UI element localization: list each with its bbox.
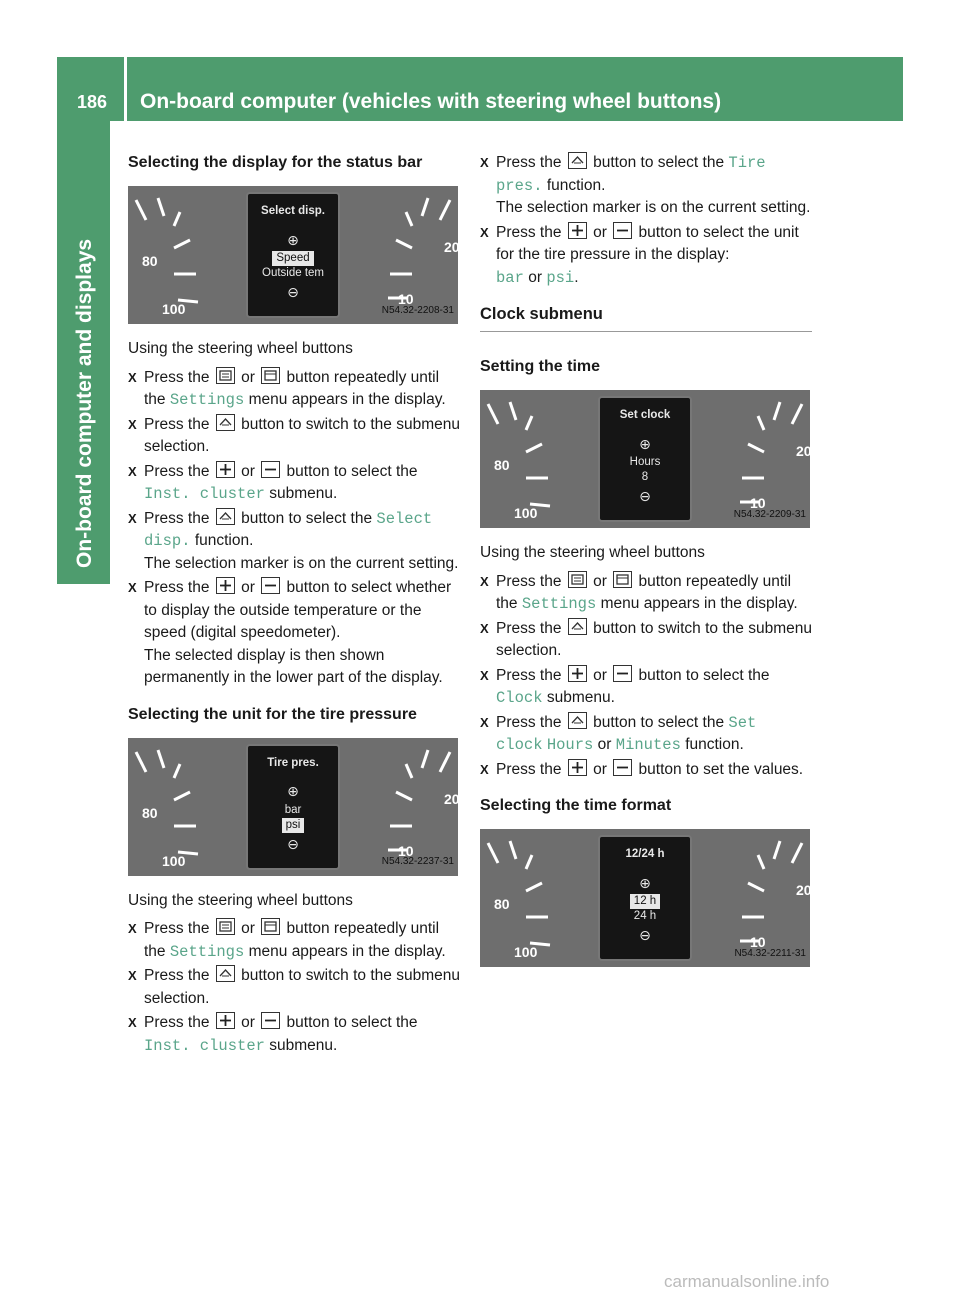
plus-icon xyxy=(568,665,587,682)
plus-icon xyxy=(216,461,235,478)
subsection-heading: Clock submenu xyxy=(480,305,603,323)
instruction-step: X Press the button to switch to the submenu selection. xyxy=(128,415,460,455)
panel-title: Select disp. xyxy=(261,205,325,217)
instruction-step: X Press the or button to select whether to display the outside temperature or the speed (digital speedometer). The selected display is then shown permanently in the lower part of the display. xyxy=(128,579,452,686)
panel-option: 8 xyxy=(641,471,649,483)
ok-icon xyxy=(568,618,587,635)
instruction-step: X Press the or button to select the unit for the tire pressure in the display: bar or psi. xyxy=(480,223,799,287)
gauge-label: 20 xyxy=(444,239,460,255)
section-heading: Selecting the unit for the tire pressure xyxy=(128,705,417,723)
plus-icon xyxy=(568,222,587,239)
display-panel xyxy=(246,744,340,870)
plus-icon: ⊕ xyxy=(639,874,651,891)
minus-icon xyxy=(613,665,632,682)
gauge-label: 80 xyxy=(494,896,510,912)
gauge-label: 20 xyxy=(796,443,812,459)
ok-icon xyxy=(216,508,235,525)
arrow-bullet-icon: X xyxy=(480,224,489,240)
panel-title: 12/24 h xyxy=(625,848,665,860)
plus-icon xyxy=(216,577,235,594)
instruction-step: X Press the or button repeatedly until the Settings menu appears in the display. xyxy=(480,572,798,613)
panel-option: bar xyxy=(284,803,302,816)
section-heading: Setting the time xyxy=(480,358,601,375)
instruction-step: X Press the or button to set the values. xyxy=(480,759,812,782)
instruction-step: X Press the button to select the Tire pres. function. The selection marker is on the current setting. xyxy=(480,154,811,216)
instruction-step: X Press the or button to select the Inst. cluster submenu. xyxy=(128,1014,418,1055)
section-heading: Selecting the time format xyxy=(480,797,672,814)
arrow-bullet-icon: X xyxy=(128,463,137,479)
menu-right-icon xyxy=(261,367,280,384)
intro-text: Using the steering wheel buttons xyxy=(480,544,705,561)
minus-icon: ⊖ xyxy=(639,488,651,504)
arrow-bullet-icon: X xyxy=(480,573,489,589)
arrow-bullet-icon: X xyxy=(128,921,137,936)
plus-icon: ⊕ xyxy=(639,435,651,452)
panel-option: Speed xyxy=(248,251,338,266)
figure-ref: N54.32-2209-31 xyxy=(733,508,806,520)
plus-icon xyxy=(568,759,587,776)
arrow-bullet-icon: X xyxy=(128,1015,137,1030)
instruction-step: X Press the button to select the Set clock Hours or Minutes function. xyxy=(480,713,757,754)
instruction-step: X Press the or button repeatedly until the Settings menu appears in the display. xyxy=(128,920,446,961)
ok-icon xyxy=(216,965,235,982)
arrow-bullet-icon: X xyxy=(128,369,137,385)
dashboard-figure xyxy=(128,738,458,876)
panel-option: 24 h xyxy=(633,910,657,922)
display-panel xyxy=(246,192,340,318)
instruction-step: X Press the button to switch to the submenu selection. xyxy=(480,619,812,659)
panel-option: 12 h xyxy=(600,894,690,909)
gauge-label: 100 xyxy=(162,301,186,317)
display-panel xyxy=(598,835,692,961)
gauge-label: 80 xyxy=(142,253,158,269)
gauge-label: 100 xyxy=(514,944,538,960)
dashboard-figure xyxy=(480,390,810,528)
arrow-bullet-icon: X xyxy=(128,580,137,595)
minus-icon xyxy=(261,461,280,478)
chapter-title: On-board computer (vehicles with steering wheel buttons) xyxy=(140,90,722,113)
arrow-bullet-icon: X xyxy=(480,155,489,170)
gauge-label: 10 xyxy=(750,934,766,950)
instruction-step: X Press the button to switch to the submenu selection. xyxy=(128,967,460,1007)
intro-text: Using the steering wheel buttons xyxy=(128,891,353,909)
gauge-label: 20 xyxy=(796,882,812,898)
section-rule xyxy=(480,303,812,332)
intro-text: Using the steering wheel buttons xyxy=(128,340,353,357)
gauge-label: 100 xyxy=(514,505,538,521)
instruction-step: X Press the or button to select the Inst. cluster submenu. xyxy=(128,462,418,503)
arrow-bullet-icon: X xyxy=(128,416,137,432)
section-heading: Selecting the display for the status bar xyxy=(128,154,423,171)
figure-ref: N54.32-2211-31 xyxy=(734,947,806,959)
side-tab-label: On-board computer and displays xyxy=(73,238,96,568)
ok-icon xyxy=(568,152,587,169)
left-column xyxy=(128,152,460,1059)
panel-option: Hours xyxy=(629,456,661,468)
ok-icon xyxy=(568,712,587,729)
page-number: 186 xyxy=(76,92,108,112)
dashboard-figure xyxy=(128,186,458,324)
gauge-label: 10 xyxy=(398,291,414,307)
panel-title: Tire pres. xyxy=(267,756,319,769)
gauge-label: 10 xyxy=(750,495,766,511)
instruction-step: X Press the or button to select the Clock submenu. xyxy=(480,666,770,707)
arrow-bullet-icon: X xyxy=(480,761,489,777)
figure-ref: N54.32-2208-31 xyxy=(381,304,454,316)
arrow-bullet-icon: X xyxy=(128,968,137,983)
plus-icon: ⊕ xyxy=(287,783,299,799)
plus-icon xyxy=(216,1012,235,1029)
panel-option: psi xyxy=(248,818,338,833)
menu-right-icon xyxy=(613,571,632,588)
minus-icon: ⊖ xyxy=(287,835,299,852)
instruction-step: X Press the button to select the Select disp. function. The selection marker is on the current setting. xyxy=(128,509,459,572)
menu-left-icon xyxy=(216,367,235,384)
arrow-bullet-icon: X xyxy=(480,620,489,636)
plus-icon: ⊕ xyxy=(287,231,299,248)
arrow-bullet-icon: X xyxy=(480,667,489,683)
display-panel xyxy=(598,396,692,522)
menu-left-icon xyxy=(216,918,235,935)
minus-icon xyxy=(613,222,632,239)
menu-left-icon xyxy=(568,571,587,588)
arrow-bullet-icon: X xyxy=(128,510,137,526)
figure-ref: N54.32-2237-31 xyxy=(381,856,454,867)
minus-icon: ⊖ xyxy=(287,284,299,300)
instruction-step: X Press the or button repeatedly until the Settings menu appears in the display. xyxy=(128,368,446,409)
right-column xyxy=(480,152,812,981)
minus-icon: ⊖ xyxy=(639,927,651,943)
gauge-label: 80 xyxy=(494,457,510,473)
minus-icon xyxy=(613,759,632,776)
gauge-label: 10 xyxy=(398,842,414,859)
panel-option: Outside tem xyxy=(262,267,324,279)
ok-icon xyxy=(216,414,235,431)
gauge-label: 100 xyxy=(162,852,186,869)
minus-icon xyxy=(261,577,280,594)
panel-title: Set clock xyxy=(619,409,671,421)
header-divider xyxy=(124,57,127,121)
minus-icon xyxy=(261,1012,280,1029)
arrow-bullet-icon: X xyxy=(480,714,489,730)
gauge-label: 80 xyxy=(142,804,158,821)
watermark: carmanualsonline.info xyxy=(664,1272,830,1291)
dashboard-figure xyxy=(480,829,810,967)
gauge-label: 20 xyxy=(444,790,460,807)
menu-right-icon xyxy=(261,918,280,935)
